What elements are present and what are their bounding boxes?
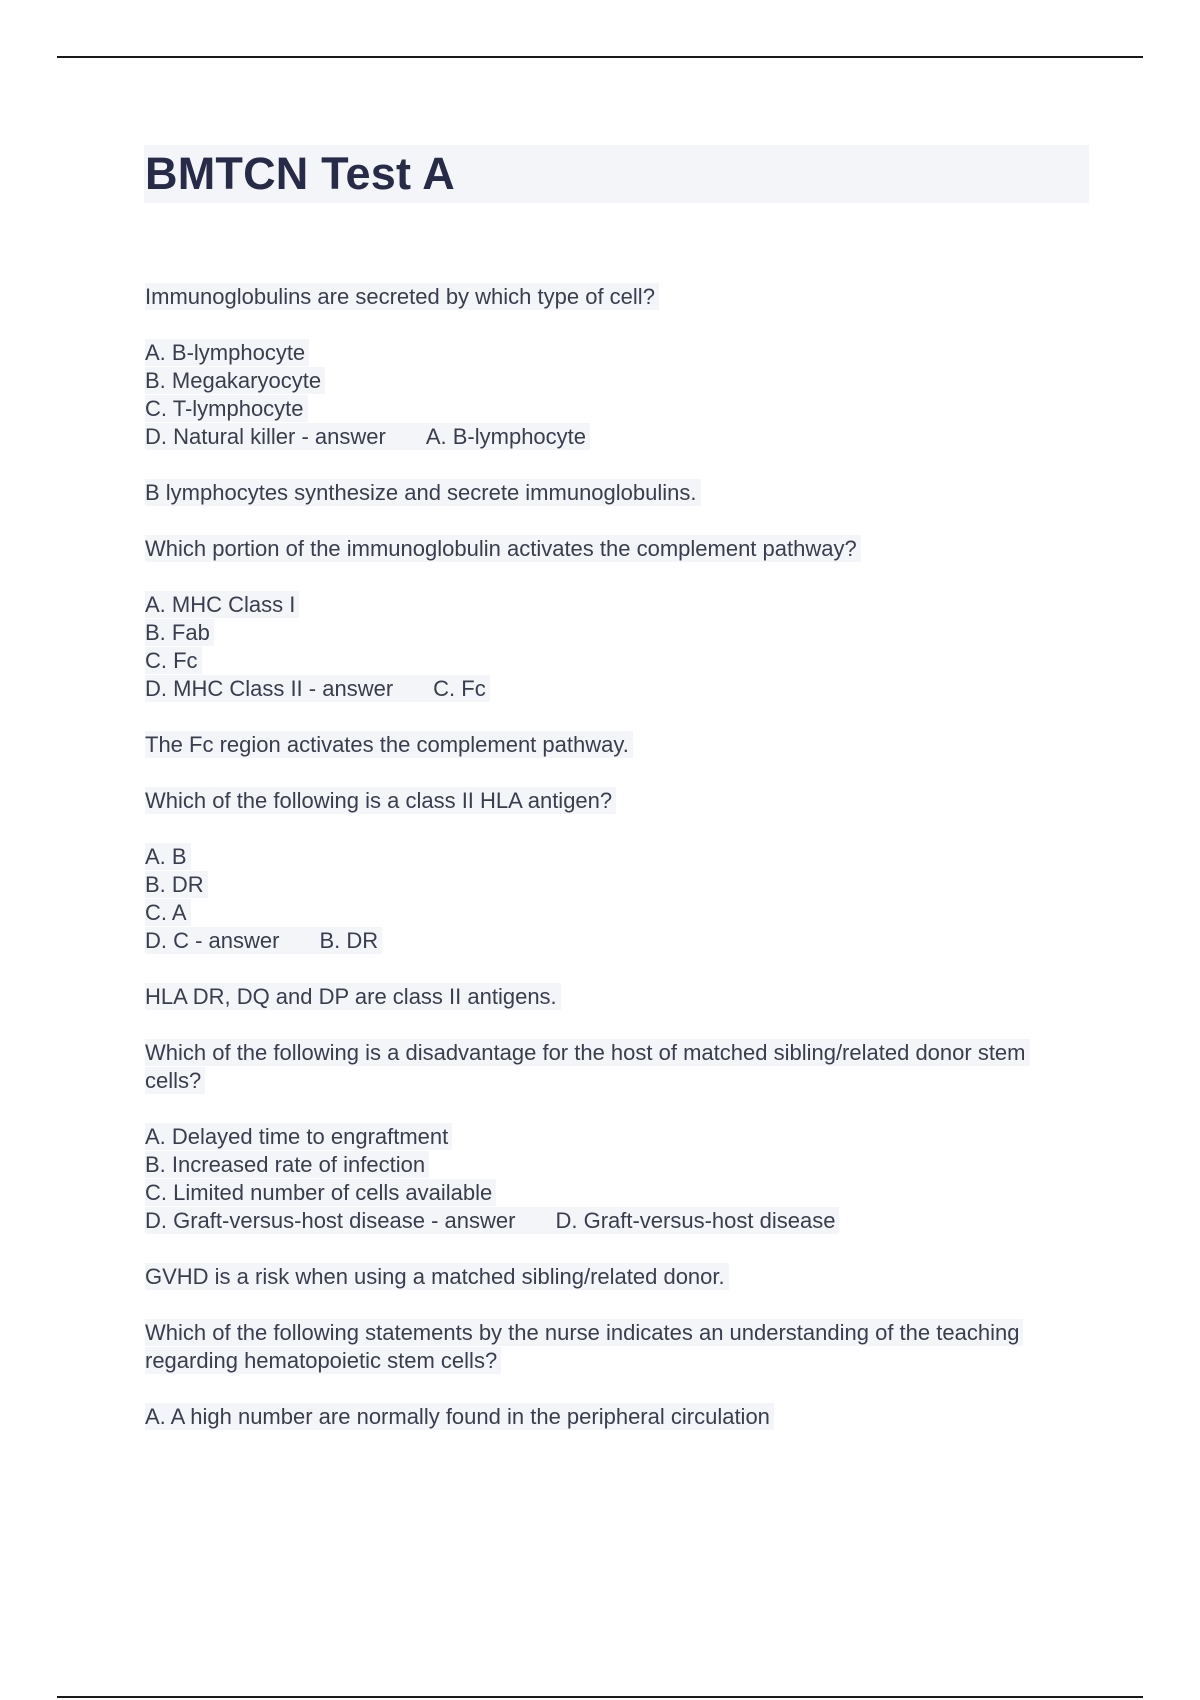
options-2 (145, 591, 1105, 703)
option: A. B (145, 843, 191, 870)
answer-text: C. Fc (433, 676, 486, 701)
option: B. Fab (145, 619, 214, 646)
option: D. MHC Class II - answer (145, 676, 394, 701)
option: B. Megakaryocyte (145, 367, 325, 394)
question-5 (145, 1319, 1065, 1375)
answer-text: D. Graft-versus-host disease (555, 1208, 836, 1233)
answer-text: B. DR (319, 928, 379, 953)
option: D. C - answer (145, 928, 280, 953)
question-text: Immunoglobulins are secreted by which type of cell? (145, 283, 659, 310)
option: C. T-lymphocyte (145, 395, 308, 422)
explanation-text: GVHD is a risk when using a matched sibling/related donor. (145, 1263, 729, 1290)
option: C. A (145, 899, 191, 926)
option: D. Natural killer - answer (145, 424, 386, 449)
option: A. Delayed time to engraftment (145, 1123, 452, 1150)
explanation-text: The Fc region activates the complement pathway. (145, 731, 633, 758)
question-text: Which of the following is a class II HLA antigen? (145, 787, 616, 814)
question-1 (145, 283, 1105, 311)
explanation-text: HLA DR, DQ and DP are class II antigens. (145, 983, 561, 1010)
option: A. A high number are normally found in the peripheral circulation (145, 1403, 774, 1430)
question-text: Which of the following statements by the nurse indicates an understanding of the teaching regarding hematopoietic stem cells? (145, 1319, 1023, 1374)
question-2 (145, 535, 1105, 563)
options-4 (145, 1123, 1105, 1235)
document-body (145, 283, 1105, 1459)
option: A. MHC Class I (145, 591, 299, 618)
option: B. DR (145, 871, 208, 898)
document-title: BMTCN Test A (145, 148, 455, 199)
question-text: Which portion of the immunoglobulin activates the complement pathway? (145, 535, 861, 562)
question-3 (145, 787, 1105, 815)
explanation-3 (145, 983, 1105, 1011)
question-text: Which of the following is a disadvantage for the host of matched sibling/related donor stem cells? (145, 1039, 1030, 1094)
option: B. Increased rate of infection (145, 1151, 429, 1178)
option: D. Graft-versus-host disease - answer (145, 1208, 516, 1233)
option: A. B-lymphocyte (145, 339, 309, 366)
options-5 (145, 1403, 1105, 1431)
question-4 (145, 1039, 1065, 1095)
options-3 (145, 843, 1105, 955)
explanation-text: B lymphocytes synthesize and secrete immunoglobulins. (145, 479, 701, 506)
explanation-1 (145, 479, 1105, 507)
option: C. Limited number of cells available (145, 1179, 496, 1206)
bottom-rule (57, 1696, 1143, 1698)
explanation-2 (145, 731, 1105, 759)
explanation-4 (145, 1263, 1105, 1291)
options-1 (145, 339, 1105, 451)
option: C. Fc (145, 647, 202, 674)
top-rule (57, 56, 1143, 58)
answer-text: A. B-lymphocyte (425, 424, 587, 449)
